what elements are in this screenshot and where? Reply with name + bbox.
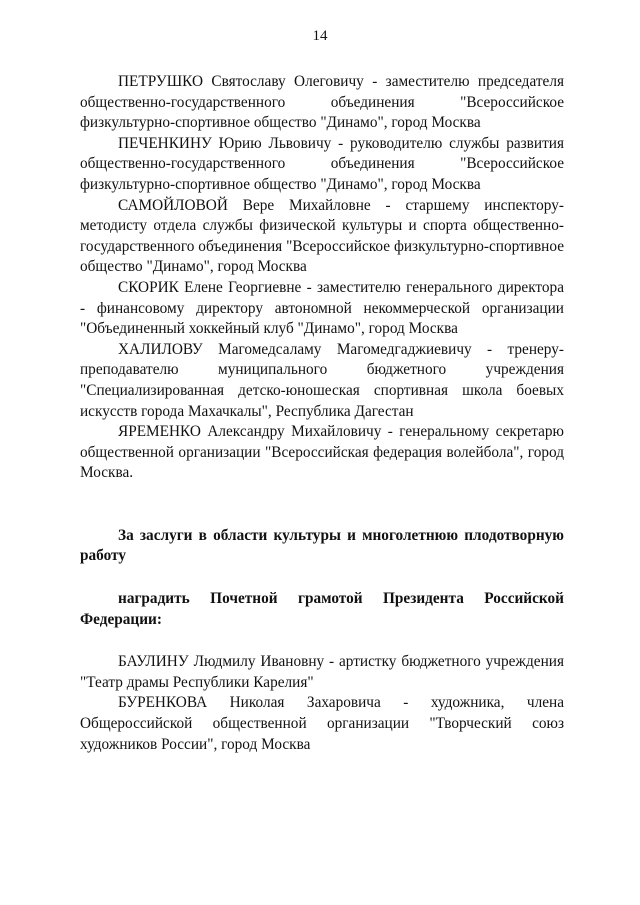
section-heading-culture: За заслуги в области культуры и многолетнюю плодотворную работу [80, 526, 564, 565]
section-spacer [80, 567, 564, 589]
document-body [80, 72, 564, 755]
section-spacer [80, 484, 564, 526]
awardee-khalilov: ХАЛИЛОВУ Магомедсаламу Магомедгаджиевичу - тренеру-преподавателю муниципального бюджетного учреждения "Специализированная детско-юношеская спортивная школа боевых искусств города Махачкалы", Республика Дагестан [80, 340, 564, 420]
page-number: 14 [312, 28, 328, 44]
awardee-pechenkin: ПЕЧЕНКИНУ Юрию Львовичу - руководителю службы развития общественно-государственного объединения "Всероссийское физкультурно-спортивное общество "Динамо", город Москва [80, 134, 564, 193]
awardee-petrushko: ПЕТРУШКО Святославу Олеговичу - заместителю председателя общественно-государственного объединения "Всероссийское физкультурно-спортивное общество "Динамо", город Москва [80, 73, 564, 132]
awardee-samoylova: САМОЙЛОВОЙ Вере Михайловне - старшему инспектору-методисту отдела службы физической культуры и спорта общественно-государственного объединения "Всероссийское физкультурно-спортивное общество "Динамо", город Москва [80, 196, 564, 276]
awardee-yaremenko: ЯРЕМЕНКО Александру Михайловичу - генеральному секретарю общественной организации "Всероссийская федерация волейбола", город Москва. [80, 423, 564, 482]
awardee-burenkov: БУРЕНКОВА Николая Захаровича - художника, члена Общероссийской общественной организации "Творческий союз художников России", город Москва [80, 694, 564, 753]
section-spacer [80, 630, 564, 652]
awardee-skorik: СКОРИК Елене Георгиевне - заместителю генерального директора - финансовому директору автономной некоммерческой организации "Объединенный хоккейный клуб "Динамо", город Москва [80, 278, 564, 338]
awardee-baulina: БАУЛИНУ Людмилу Ивановну - артистку бюджетного учреждения "Театр драмы Республики Карелия" [80, 653, 564, 691]
award-statement: наградить Почетной грамотой Президента Российской Федерации: [80, 590, 564, 628]
